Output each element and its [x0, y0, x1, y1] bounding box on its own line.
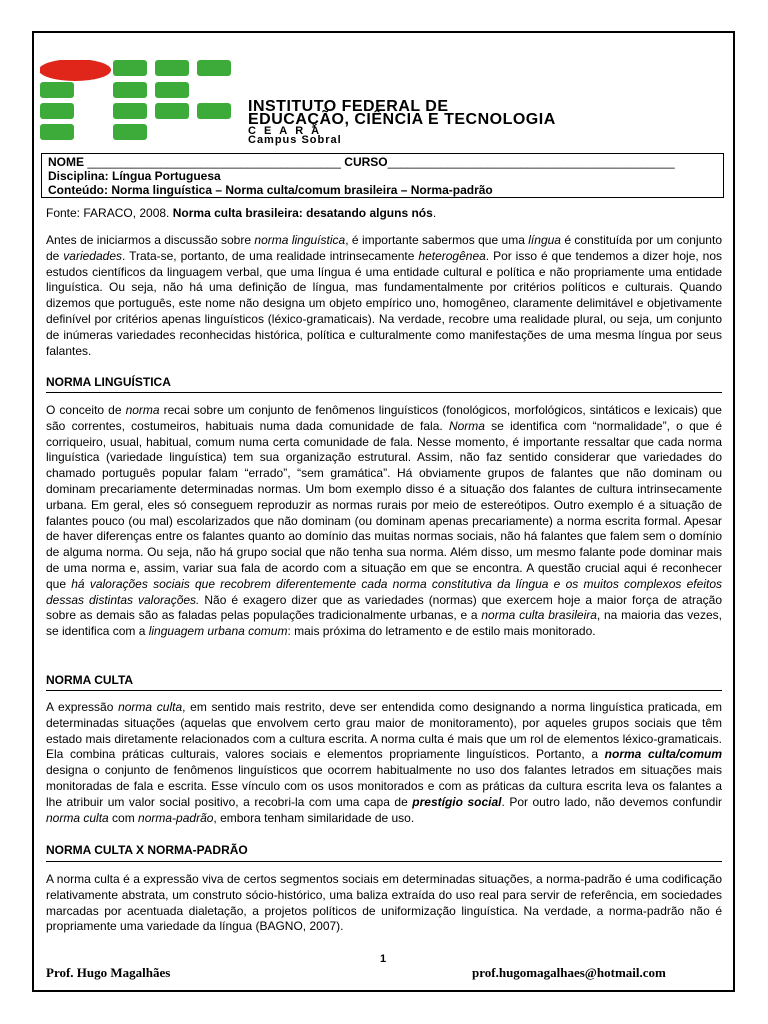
source-reference — [46, 206, 722, 222]
footer-author: Prof. Hugo Magalhães — [46, 965, 171, 980]
source-suffix: . — [432, 206, 437, 220]
intro-paragraph: Antes de iniciarmos a discussão sobre norma linguística, é importante sabermos que uma língua é constituída por um conjunto de variedades. Trata-se, portanto, de uma realidade intrinsecamente heterogênea. Por isso é que tendemos a dizer hoje, nos estudos científicos da linguagem verbal, que uma língua é uma entidade cultural e política e não propriamente uma entidade linguística. Ou seja, não há uma definição de língua, mas fundamentalmente por critérios políticos e culturais. Quando dizemos que português, este nome não designa um objeto empírico uno, homogêneo, claramente delimitável e objetivamente definível por critérios apenas linguísticos (léxico-gramaticais). Na verdade, recobre uma realidade plural, ou seja, um conjunto de inúmeras variedades reconhecidas histórica, política e culturalmente como manifestações de uma mesma língua por seus falantes. — [46, 233, 722, 358]
name-course-line — [48, 155, 717, 169]
logo-red-circle — [40, 60, 111, 81]
norma-culta-paragraph: A expressão norma culta, em sentido mais restrito, deve ser entendida como designando a norma linguística praticada, em determinadas situações (aquelas que envolvem certo grau maior de monitoramento), por aqueles grupos sociais que têm estado mais diretamente relacionados com a cultura escrita. A norma culta é mais que um rol de elementos léxico-gramaticais. Ela combina práticas culturais, valores sociais e elementos propriamente linguísticos. Portanto, a norma culta/comum designa o conjunto de fenômenos linguísticos que ocorrem habitualmente no uso dos falantes letrados em situações mais monitoradas de fala e escrita. Esse vínculo com os usos monitorados e com as práticas da cultura escrita leva os falantes a lhe atribuir um valor social positivo, a recobri-la com uma capa de prestígio social. Por outro lado, não devemos confundir norma culta com norma-padrão, embora tenham similaridade de uso. — [46, 700, 723, 825]
institution-state: CEARÁ — [248, 125, 328, 137]
section-heading-culta-vs-padrao: NORMA CULTA X NORMA-PADRÃO — [46, 843, 248, 857]
nome-field[interactable]: ______________________________________ — [87, 155, 341, 169]
logo-green-block — [155, 103, 189, 119]
curso-field[interactable]: ___________________________________________ — [387, 155, 675, 169]
disciplina-line: Disciplina: Língua Portuguesa — [48, 169, 221, 183]
institution-name-line2: EDUCAÇÃO, CIÊNCIA E TECNOLOGIA — [248, 111, 556, 128]
logo-green-block — [40, 82, 74, 98]
section-divider — [46, 690, 722, 691]
logo-green-block — [40, 103, 74, 119]
section-heading-norma-culta: NORMA CULTA — [46, 673, 134, 687]
institution-campus: Campus Sobral — [248, 134, 342, 146]
section-heading-norma-linguistica: NORMA LINGUÍSTICA — [46, 375, 171, 389]
logo-green-block — [155, 60, 189, 76]
page-number: 1 — [380, 953, 387, 965]
nome-label: NOME — [48, 155, 84, 169]
logo-green-block — [113, 103, 147, 119]
source-title: Norma culta brasileira: desatando alguns nós — [172, 206, 433, 220]
student-info-box — [41, 153, 724, 198]
institution-name-line1: INSTITUTO FEDERAL DE — [248, 98, 449, 115]
institution-logo — [40, 60, 245, 155]
logo-green-block — [113, 82, 147, 98]
footer-email: prof.hugomagalhaes@hotmail.com — [472, 965, 666, 980]
culta-vs-padrao-paragraph: A norma culta é a expressão viva de certos segmentos sociais em determinadas situações, a norma-padrão é uma codificação relativamente abstrata, um construto sócio-histórico, uma baliza extraída do uso real para servir de referência, em sociedades marcadas por acentuada dialetação, a projetos políticos de uniformização linguística. Na verdade, a norma-padrão não é propriamente uma variedade da língua (BAGNO, 2007). — [46, 872, 722, 934]
curso-label: CURSO — [344, 155, 388, 169]
logo-green-block — [197, 103, 231, 119]
source-prefix: Fonte: FARACO, 2008. — [46, 206, 173, 220]
logo-green-block — [197, 60, 231, 76]
logo-green-block — [155, 82, 189, 98]
logo-green-block — [113, 124, 147, 140]
conteudo-line: Conteúdo: Norma linguística – Norma culta/comum brasileira – Norma-padrão — [48, 183, 493, 197]
section-divider — [46, 392, 722, 393]
section-divider — [46, 861, 722, 862]
logo-green-block — [113, 60, 147, 76]
norma-linguistica-paragraph: O conceito de norma recai sobre um conjunto de fenômenos linguísticos (fonológicos, morfológicos, sintáticos e lexicais) que são correntes, costumeiros, habituais numa dada comunidade de fala. Norma se identifica com “normalidade”, o que é corriqueiro, usual, habitual, comum numa certa comunidade de fala. Nesse momento, é importante ressaltar que cada norma linguística (variedade linguística) tem sua organização estrutural. Assim, não faz sentido considerar que variedades do chamado português popular falam “errado”, “sem gramática”. Há obviamente grupos de falantes que não dominam ou dominam precariamente determinadas normas. Um bom exemplo disso é a situação dos falantes de cultura intrinsecamente urbana. Em geral, eles só conseguem reproduzir as normas rurais por meio de estereótipos. Outro exemplo é a situação de falantes pouco (ou mal) escolarizados que não dominam (ou dominam apenas precariamente) a norma escrita formal. Apesar de haver diferenças entre os falantes quanto ao domínio das muitas normas sociais, não há falantes que falem sem o domínio de alguma norma. Ou seja, não há grupo social que não tenha sua norma. Além disso, um mesmo falante pode dominar mais de uma norma e, assim, variar sua fala de acordo com a situação em que se encontra. A questão crucial aqui é reconhecer que há valorações sociais que recobrem diferentemente cada norma constitutiva da língua e os muitos complexos efeitos dessas distintas valorações. Não é exagero dizer que as variedades (normas) que exercem hoje a maior força de atração sobre as demais são as faladas pelas populações tradicionalmente urbanas, e a norma culta brasileira, na maioria das vezes, se identifica com a linguagem urbana comum: mais próxima do letramento e de estilo mais monitorado. — [46, 403, 723, 639]
logo-green-block — [40, 124, 74, 140]
